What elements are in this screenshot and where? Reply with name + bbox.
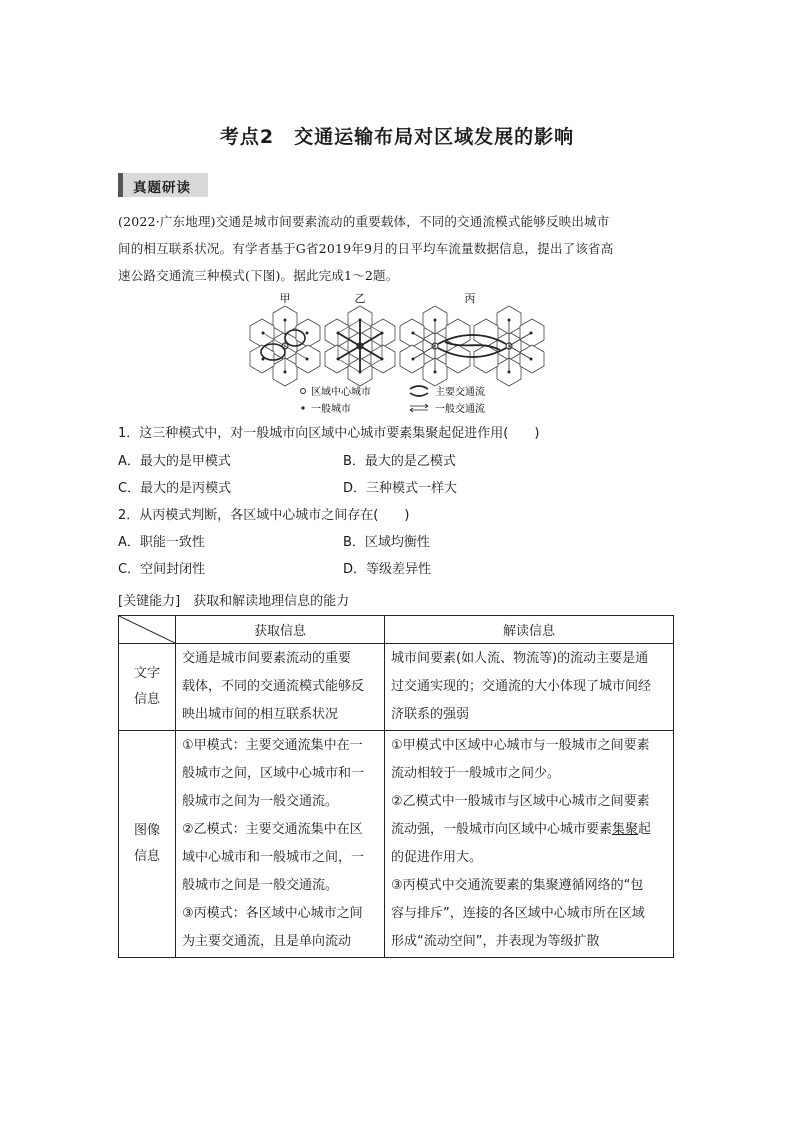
header-interpret: 解读信息 — [385, 616, 674, 644]
question-option: D．三种模式一样大 — [343, 481, 458, 496]
table-corner-cell — [119, 616, 176, 644]
cell-line: 般城市之间是一般交通流。 — [182, 878, 339, 893]
question-stem: 2．从丙模式判断，各区域中心城市之间存在( ) — [118, 508, 410, 523]
table-header-row — [119, 616, 674, 644]
cell-line: 流动相较于一般城市之间少。 — [391, 766, 561, 781]
intro-line: (2022·广东地理)交通是城市间要素流动的重要载体，不同的交通流模式能够反映出城市 — [118, 214, 610, 229]
cell-line: 过交通实现的；交通流的大小体现了城市间经 — [391, 679, 652, 694]
figure-label-jia: 甲 — [279, 292, 291, 305]
traffic-model-svg — [245, 290, 545, 418]
cell-line: 形成“流动空间”，并表现为等级扩散 — [391, 934, 600, 949]
question-option: B．最大的是乙模式 — [343, 454, 456, 469]
legend-center-city-icon — [301, 389, 306, 394]
section-tag-label: 真题研读 — [133, 180, 191, 196]
page-title: 考点2 交通运输布局对区域发展的影响 — [219, 126, 575, 148]
model-jia-diagram — [250, 306, 320, 386]
cell-line: 般城市之间，区域中心城市和一 — [182, 766, 365, 781]
cell-line: ③丙模式：各区域中心城市之间 — [182, 906, 363, 921]
question-option: A．最大的是甲模式 — [118, 454, 231, 469]
intro-line: 间的相互联系状况。有学者基于G省2019年9月的日平均车流量数据信息，提出了该省高 — [118, 241, 614, 256]
key-ability-heading: [关键能力] 获取和解读地理信息的能力 — [118, 594, 350, 609]
cell-line: 城市间要素(如人流、物流等)的流动主要是通 — [391, 651, 649, 666]
cell-line — [391, 817, 667, 843]
table-row — [119, 644, 674, 731]
cell-line: ①甲模式：主要交通流集中在一 — [182, 738, 363, 753]
model-yi-diagram — [325, 306, 395, 386]
cell-line: 映出城市间的相互联系状况 — [182, 707, 339, 722]
cell-line: ②乙模式：主要交通流集中在区 — [182, 822, 363, 837]
legend-main-flow: 主要交通流 — [435, 387, 485, 398]
traffic-model-figure — [245, 290, 545, 418]
model-bing-left — [400, 306, 470, 386]
row-label-text: 文字信息 — [133, 666, 160, 707]
section-tag — [118, 173, 208, 197]
legend — [301, 385, 486, 415]
row-interpret-cell — [385, 644, 674, 731]
corner-diagonal — [119, 616, 175, 643]
cell-line: 容与排斥”，连接的各区域中心城市所在区域 — [391, 906, 645, 921]
cell-text: 起 — [638, 822, 652, 837]
question-option: A．职能一致性 — [118, 535, 205, 550]
question-option: B．区域均衡性 — [343, 535, 430, 550]
underlined-term: 集聚 — [612, 822, 639, 837]
legend-normal-city: 一般城市 — [311, 404, 351, 415]
cell-line: 济联系的强弱 — [391, 707, 470, 722]
question-option: D．等级差异性 — [343, 562, 432, 577]
table-row — [119, 731, 674, 958]
cell-line: ②乙模式中一般城市与区域中心城市之间要素 — [391, 794, 650, 809]
intro-line: 速公路交通流三种模式(下图)。据此完成1～2题。 — [118, 268, 399, 283]
question-option: C．最大的是丙模式 — [118, 481, 232, 496]
legend-normal-flow-icon — [410, 404, 428, 412]
legend-center-city: 区域中心城市 — [311, 387, 371, 398]
cell-line: 的促进作用大。 — [391, 850, 483, 865]
cell-line: 域中心城市和一般城市之间，一 — [182, 850, 365, 865]
row-acquire-cell — [176, 644, 385, 731]
header-acquire: 获取信息 — [176, 616, 385, 644]
cell-text: 流动强，一般城市向区域中心城市要素 — [391, 822, 613, 837]
cell-line: 交通是城市间要素流动的重要 — [182, 651, 352, 666]
legend-main-flow-icon — [410, 386, 428, 396]
section-tag-bar — [118, 173, 123, 197]
cell-line: 般城市之间为一般交通流。 — [182, 794, 339, 809]
legend-normal-flow: 一般交通流 — [435, 404, 485, 415]
cell-line: ③丙模式中交通流要素的集聚遵循网络的“包 — [391, 878, 644, 893]
cell-line: 为主要交通流，且是单向流动 — [182, 934, 352, 949]
question-option: C．空间封闭性 — [118, 562, 206, 577]
row-acquire-cell — [176, 731, 385, 958]
figure-label-bing: 丙 — [464, 292, 476, 305]
figure-label-yi: 乙 — [354, 292, 366, 305]
row-label — [119, 644, 176, 731]
cell-line: ①甲模式中区域中心城市与一般城市之间要素 — [391, 738, 650, 753]
cell-line: 载体，不同的交通流模式能够反 — [182, 679, 365, 694]
question-stem: 1．这三种模式中，对一般城市向区域中心城市要素集聚起促进作用( ) — [118, 426, 540, 441]
row-label-text: 图像信息 — [133, 823, 160, 864]
legend-normal-city-icon — [301, 406, 304, 409]
row-interpret-cell — [385, 731, 674, 958]
row-label — [119, 731, 176, 958]
info-table — [118, 615, 674, 958]
